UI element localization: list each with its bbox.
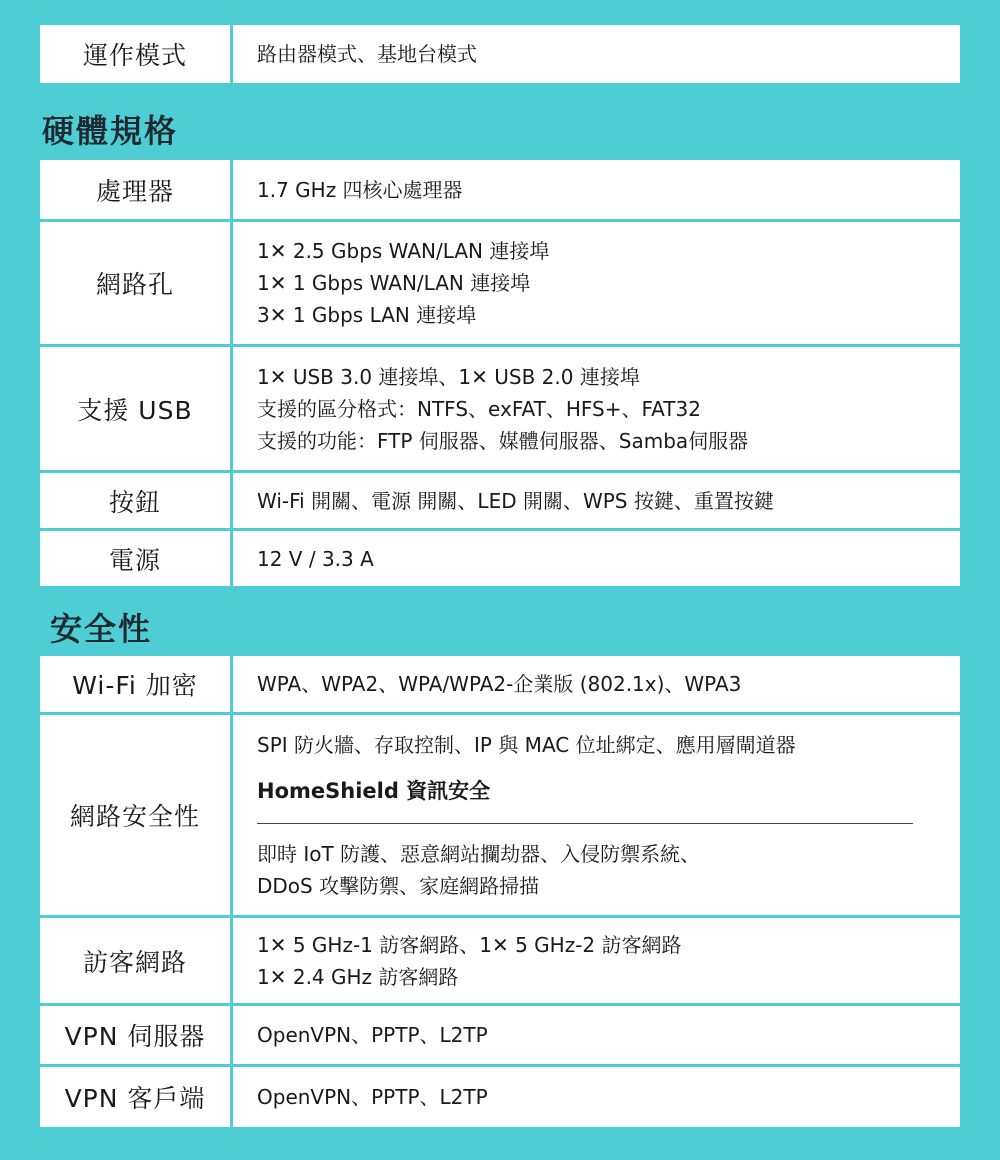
spec-value bbox=[233, 473, 960, 528]
spec-value-line: 1✕ 2.4 GHz 訪客網路 bbox=[257, 964, 459, 989]
spec-value-line: 即時 IoT 防護、惡意網站攔劫器、入侵防禦系統、 bbox=[257, 841, 701, 866]
spec-label: 處理器 bbox=[40, 160, 230, 219]
spec-label: 運作模式 bbox=[40, 25, 230, 83]
spec-row-vpn-server bbox=[40, 1006, 960, 1064]
homeshield-title: HomeShield 資訊安全 bbox=[257, 778, 491, 803]
spec-value-line: WPA、WPA2、WPA/WPA2-企業版 (802.1x)、WPA3 bbox=[257, 672, 742, 696]
spec-value bbox=[233, 1006, 960, 1064]
divider bbox=[257, 823, 913, 824]
spec-label: 網路孔 bbox=[40, 222, 230, 344]
spec-row-buttons bbox=[40, 473, 960, 528]
spec-row-network-security bbox=[40, 715, 960, 915]
spec-row-vpn-client bbox=[40, 1067, 960, 1127]
spec-value-line: 1✕ 5 GHz-1 訪客網路、1✕ 5 GHz-2 訪客網路 bbox=[257, 932, 682, 957]
spec-value-line: 3✕ 1 Gbps LAN 連接埠 bbox=[257, 303, 477, 327]
spec-row-usb bbox=[40, 347, 960, 470]
spec-value-line: OpenVPN、PPTP、L2TP bbox=[257, 1023, 488, 1047]
spec-value-line: OpenVPN、PPTP、L2TP bbox=[257, 1085, 488, 1109]
spec-label: 訪客網路 bbox=[40, 918, 230, 1003]
spec-value-line: 12 V / 3.3 A bbox=[257, 546, 374, 571]
spec-value bbox=[233, 160, 960, 219]
spec-value-line: SPI 防火牆、存取控制、IP 與 MAC 位址綁定、應用層閘道器 bbox=[257, 732, 796, 757]
spec-label: 按鈕 bbox=[40, 473, 230, 528]
spec-value-line: DDoS 攻擊防禦、家庭網路掃描 bbox=[257, 873, 540, 898]
section-heading-security: 安全性 bbox=[50, 610, 153, 648]
spec-value-line: 支援的功能：FTP 伺服器、媒體伺服器、Samba伺服器 bbox=[257, 428, 749, 453]
spec-label: VPN 伺服器 bbox=[40, 1006, 230, 1064]
spec-row-processor bbox=[40, 160, 960, 219]
spec-label: 電源 bbox=[40, 531, 230, 586]
spec-value bbox=[233, 25, 960, 83]
spec-value bbox=[233, 656, 960, 712]
spec-row-power bbox=[40, 531, 960, 586]
spec-row-wifi-encryption bbox=[40, 656, 960, 712]
spec-value bbox=[233, 1067, 960, 1127]
spec-label: 網路安全性 bbox=[40, 715, 230, 915]
spec-value-line: 支援的區分格式：NTFS、exFAT、HFS+、FAT32 bbox=[257, 396, 701, 421]
spec-value-line: 1✕ 2.5 Gbps WAN/LAN 連接埠 bbox=[257, 239, 550, 263]
spec-value-line: Wi-Fi 開關、電源 開關、LED 開關、WPS 按鍵、重置按鍵 bbox=[257, 488, 774, 513]
spec-value-line: 路由器模式、基地台模式 bbox=[257, 42, 477, 66]
spec-value bbox=[233, 715, 960, 915]
spec-value bbox=[233, 918, 960, 1003]
section-heading-hardware: 硬體規格 bbox=[42, 112, 179, 150]
spec-value bbox=[233, 531, 960, 586]
spec-label: VPN 客戶端 bbox=[40, 1067, 230, 1127]
spec-value bbox=[233, 347, 960, 470]
spec-value-line: 1✕ 1 Gbps WAN/LAN 連接埠 bbox=[257, 271, 531, 295]
spec-label: Wi-Fi 加密 bbox=[40, 656, 230, 712]
spec-value-line: 1✕ USB 3.0 連接埠、1✕ USB 2.0 連接埠 bbox=[257, 364, 640, 389]
spec-value bbox=[233, 222, 960, 344]
spec-row-ports bbox=[40, 222, 960, 344]
spec-row-operation-mode bbox=[40, 25, 960, 83]
spec-row-guest-network bbox=[40, 918, 960, 1003]
spec-value-line: 1.7 GHz 四核心處理器 bbox=[257, 177, 463, 202]
spec-label: 支援 USB bbox=[40, 347, 230, 470]
